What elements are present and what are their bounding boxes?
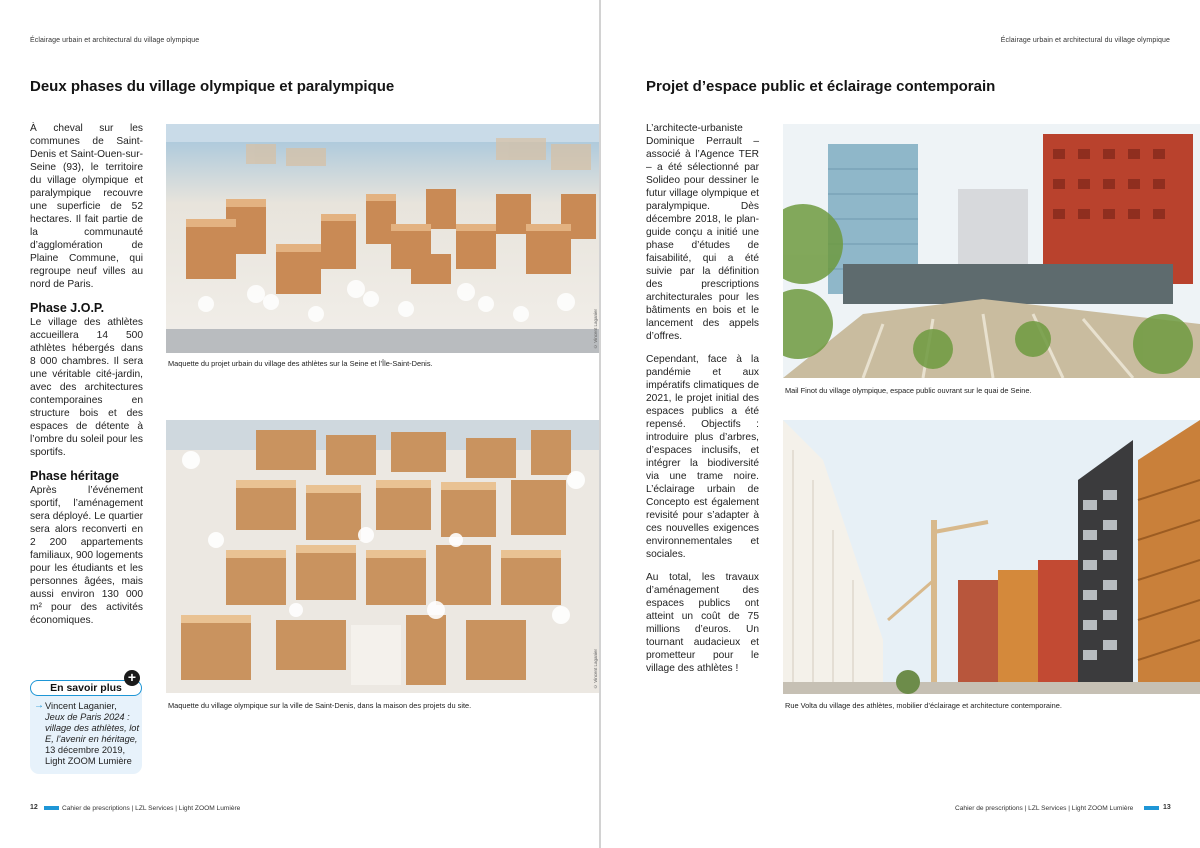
mail-finot-photo-graphic <box>783 124 1200 378</box>
rue-volta-photo-graphic <box>783 420 1200 694</box>
photo-model-seine <box>166 124 599 353</box>
photo-caption: Mail Finot du village olympique, espace public ouvrant sur le quai de Seine. <box>785 386 1032 395</box>
footer-text: Cahier de prescriptions | LZL Services | Light ZOOM Lumière <box>62 805 241 812</box>
running-title: Éclairage urbain et architectural du village olympique <box>1000 37 1170 44</box>
footer-accent-bar <box>1144 806 1159 810</box>
info-box-title: En savoir plus <box>30 680 142 696</box>
page-number: 13 <box>1163 804 1171 811</box>
photo-caption: Maquette du projet urbain du village des athlètes sur la Seine et l’Île-Saint-Denis. <box>168 359 433 368</box>
photo-caption: Rue Volta du village des athlètes, mobilier d’éclairage et architecture contemporaine. <box>785 701 1062 710</box>
photo-rue-volta <box>783 420 1200 694</box>
intro-paragraph: À cheval sur les communes de Saint-Denis et Saint-Ouen-sur-Seine (93), le territoire du village olympique et paralympique recouvre une superficie de 52 hectares. Il fait partie de la communauté d’agglomération de Plaine Commune, qui regroupe neuf villes au nord de Paris. <box>30 123 143 290</box>
phase-heritage-title: Phase héritage <box>30 469 119 483</box>
right-text-column <box>646 122 759 675</box>
left-text-column <box>30 122 143 627</box>
paragraph-2: Cependant, face à la pandémie et aux impératifs climatiques de 2021, le projet initial des espaces publics a été repensé. Objectifs : introduire plus d’arbres, d’espaces inclusifs, et intégrer la biodiversité via une trame noire. L’éclairage urbain de Concepto est également revisité pour s’adapter à ces nouvelles exigences environnementales et sociales. <box>646 354 759 560</box>
info-box <box>30 680 142 774</box>
phase-jop-title: Phase J.O.P. <box>30 301 105 315</box>
photo-credit: © Vincent Laganier <box>593 309 598 349</box>
right-page <box>601 0 1200 848</box>
model-photo-1-graphic <box>166 124 599 353</box>
photo-caption: Maquette du village olympique sur la ville de Saint-Denis, dans la maison des projets du site. <box>168 701 472 710</box>
paragraph-1: L’architecte-urbaniste Dominique Perrault – associé à l’Agence TER – a été sélectionné par Solideo pour dessiner le futur village olympique et paralympique. Dès décembre 2018, le plan-guide conçu a initié une phase d’études de faisabilité, qui a été suivie par la définition des prescriptions architecturales pour les bâtiments en bois et le lancement des appels d’offres. <box>646 123 759 342</box>
model-photo-2-graphic <box>166 420 599 693</box>
arrow-right-icon: → <box>34 700 44 711</box>
phase-jop-paragraph: Le village des athlètes accueillera 14 500 athlètes hébergés dans 8 000 chambres. Il sera une véritable cité-jardin, avec des architectures contemporaines en structure bois et des espaces de détente à l’ombre du soleil pour les sportifs. <box>30 317 143 458</box>
footer-text: Cahier de prescriptions | LZL Services | Light ZOOM Lumière <box>955 805 1134 812</box>
reference-title: Jeux de Paris 2024 : village des athlètes, lot E, l’avenir en héritage, <box>45 712 140 744</box>
left-page <box>0 0 599 848</box>
page-number: 12 <box>30 804 38 811</box>
photo-credit: © Vincent Laganier <box>593 649 598 689</box>
plus-icon[interactable]: + <box>124 670 140 686</box>
photo-mail-finot <box>783 124 1200 378</box>
running-title: Éclairage urbain et architectural du village olympique <box>30 37 200 44</box>
page-heading: Deux phases du village olympique et paralympique <box>30 78 395 95</box>
photo-model-saint-denis <box>166 420 599 693</box>
reference-date: 13 décembre 2019, <box>45 745 126 755</box>
footer-accent-bar <box>44 806 59 810</box>
reference-source: Light ZOOM Lumière <box>45 756 132 766</box>
reference-author: Vincent Laganier, <box>45 701 117 711</box>
paragraph-3: Au total, les travaux d’aménagement des espaces publics ont atteint un coût de 75 millions d’euros. Un tournant audacieux et prometteur pour le village des athlètes ! <box>646 572 759 674</box>
phase-heritage-paragraph: Après l’événement sportif, l’aménagement sera déployé. Le quartier sera alors reconverti en 2 200 appartements familiaux, 900 logements pour les étudiants et les personnes âgées, mais aussi environ 130 000 m² pour des activités économiques. <box>30 485 143 626</box>
info-box-reference[interactable] <box>45 701 140 767</box>
page-heading: Projet d’espace public et éclairage contemporain <box>646 78 996 95</box>
